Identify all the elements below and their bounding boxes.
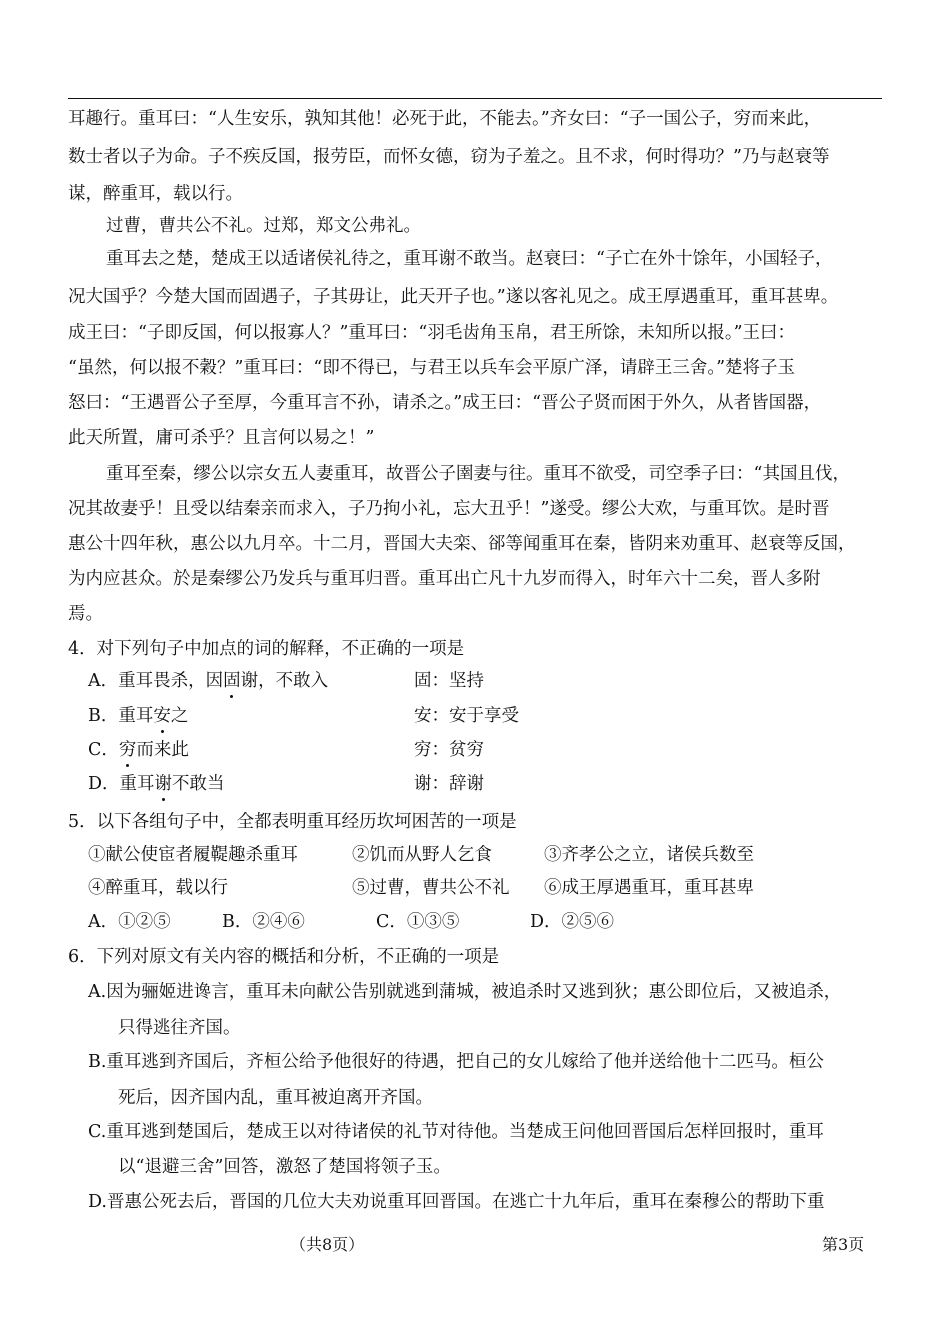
option-text: 重耳 (119, 774, 155, 794)
q6-option-c-cont: 以“退避三舍”回答，激怒了楚国将领子玉。 (118, 1157, 451, 1177)
question-5-stem: 5．以下各组句子中，全都表明重耳经历坎坷困苦的一项是 (68, 812, 517, 832)
q5-item: ①献公使宦者履鞮趣杀重耳 (88, 845, 298, 865)
passage-line: 此天所置，庸可杀乎？且言何以易之！” (68, 428, 375, 448)
q5-item: ④醉重耳，载以行 (88, 878, 228, 898)
q4-gloss-c: 穷：贫穷 (414, 740, 484, 760)
q4-option-a[interactable] (88, 669, 328, 693)
q4-gloss-b: 安：安于享受 (414, 706, 519, 726)
page-number: 第3页 (822, 1235, 865, 1254)
passage-line: 况其故妻乎！且受以结秦亲而求入，子乃拘小礼，忘大丑乎！”遂受。缪公大欢，与重耳饮。是时晋 (68, 499, 830, 519)
q6-option-c[interactable]: C.重耳逃到楚国后，楚成王以对待诸侯的礼节对待他。当楚成王问他回晋国后怎样回报时，重耳 (88, 1122, 824, 1142)
q5-item: ③齐孝公之立，诸侯兵数至 (544, 845, 754, 865)
passage-line: “虽然，何以报不穀？”重耳曰：“即不得已，与君王以兵车会平原广泽，请辟王三舍。”楚将子玉 (68, 358, 796, 378)
dotted-word: 穷 (118, 740, 137, 760)
q4-gloss-d: 谢：辞谢 (414, 774, 484, 794)
q5-item: ⑤过曹，曹共公不礼 (352, 878, 510, 898)
question-6-stem: 6．下列对原文有关内容的概括和分析，不正确的一项是 (68, 947, 500, 967)
passage-line: 谋，醉重耳，载以行。 (68, 184, 243, 204)
q6-option-b[interactable]: B.重耳逃到齐国后，齐桓公给予他很好的待遇，把自己的女儿嫁给了他并送给他十二匹马。桓公 (88, 1052, 824, 1072)
q5-choice-d[interactable]: D．②⑤⑥ (530, 912, 615, 932)
passage-line: 耳趣行。重耳曰：“人生安乐，孰知其他！必死于此，不能去。”齐女曰：“子一国公子，穷而来此， (68, 109, 822, 129)
header-rule (68, 98, 882, 99)
passage-line: 数士者以子为命。子不疾反国，报劳臣，而怀女德，窃为子羞之。且不求，何时得功？”乃与赵衰等 (68, 147, 830, 167)
passage-line: 过曹，曹共公不礼。过郑，郑文公弗礼。 (106, 216, 421, 236)
question-4-stem: 4．对下列句子中加点的词的解释，不正确的一项是 (68, 639, 465, 659)
page-total: （共8页） (290, 1235, 365, 1254)
q6-option-d[interactable]: D.晋惠公死去后，晋国的几位大夫劝说重耳回晋国。在逃亡十九年后，重耳在秦穆公的帮助下重 (88, 1192, 825, 1212)
option-text: 而来此 (136, 740, 189, 760)
option-label: B． (88, 706, 119, 726)
q5-choice-b[interactable]: B．②④⑥ (222, 912, 305, 932)
passage-line: 为内应甚众。於是秦缪公乃发兵与重耳归晋。重耳出亡凡十九岁而得入，时年六十二矣，晋人多附 (68, 569, 821, 589)
option-label: C． (88, 740, 119, 760)
q4-gloss-a: 固：坚持 (414, 671, 484, 691)
q5-choice-c[interactable]: C．①③⑤ (376, 912, 460, 932)
option-label: D． (88, 774, 120, 794)
dotted-word: 安 (153, 706, 171, 726)
passage-line: 怒曰：“王遇晋公子至厚，今重耳言不孙，请杀之。”成王曰：“晋公子贤而困于外久，从者皆国器， (68, 393, 822, 413)
passage-line: 惠公十四年秋，惠公以九月卒。十二月，晋国大夫栾、郤等闻重耳在秦，皆阴来劝重耳、赵衰等反国， (68, 534, 856, 554)
option-text: 之 (170, 706, 189, 726)
option-label: A． (88, 671, 119, 691)
option-text: 谢，不敢入 (240, 671, 329, 691)
q5-choice-a[interactable]: A．①②⑤ (88, 912, 171, 932)
q4-option-d[interactable] (88, 772, 225, 796)
option-text: 重耳畏杀，因 (118, 671, 224, 691)
q4-option-b[interactable] (88, 704, 188, 728)
q6-option-b-cont: 死后，因齐国内乱，重耳被迫离开齐国。 (118, 1088, 433, 1108)
passage-line: 重耳去之楚，楚成王以适诸侯礼待之，重耳谢不敢当。赵衰曰：“子亡在外十馀年，小国轻子， (106, 249, 833, 269)
q5-item: ②饥而从野人乞食 (352, 845, 492, 865)
q5-item: ⑥成王厚遇重耳，重耳甚卑 (544, 878, 754, 898)
q6-option-a-cont: 只得逃往齐国。 (118, 1018, 241, 1038)
passage-line: 重耳至秦，缪公以宗女五人妻重耳，故晋公子圉妻与往。重耳不欲受，司空季子曰：“其国且伐， (106, 464, 850, 484)
option-text: 重耳 (118, 706, 154, 726)
option-text: 不敢当 (172, 774, 225, 794)
q4-option-c[interactable] (88, 738, 189, 762)
passage-line: 焉。 (68, 604, 103, 624)
passage-line: 况大国乎？今楚大国而固遇子，子其毋让，此天开子也。”遂以客礼见之。成王厚遇重耳，重耳甚卑。 (68, 287, 839, 307)
q6-option-a[interactable]: A.因为骊姬进谗言，重耳未向献公告别就逃到蒲城，被追杀时又逃到狄；惠公即位后，又被追杀， (88, 982, 842, 1002)
dotted-word: 谢 (154, 774, 173, 794)
passage-line: 成王曰：“子即反国，何以报寡人？”重耳曰：“羽毛齿角玉帛，君王所馀，未知所以报。”王曰： (68, 323, 796, 343)
dotted-word: 固 (223, 671, 241, 691)
